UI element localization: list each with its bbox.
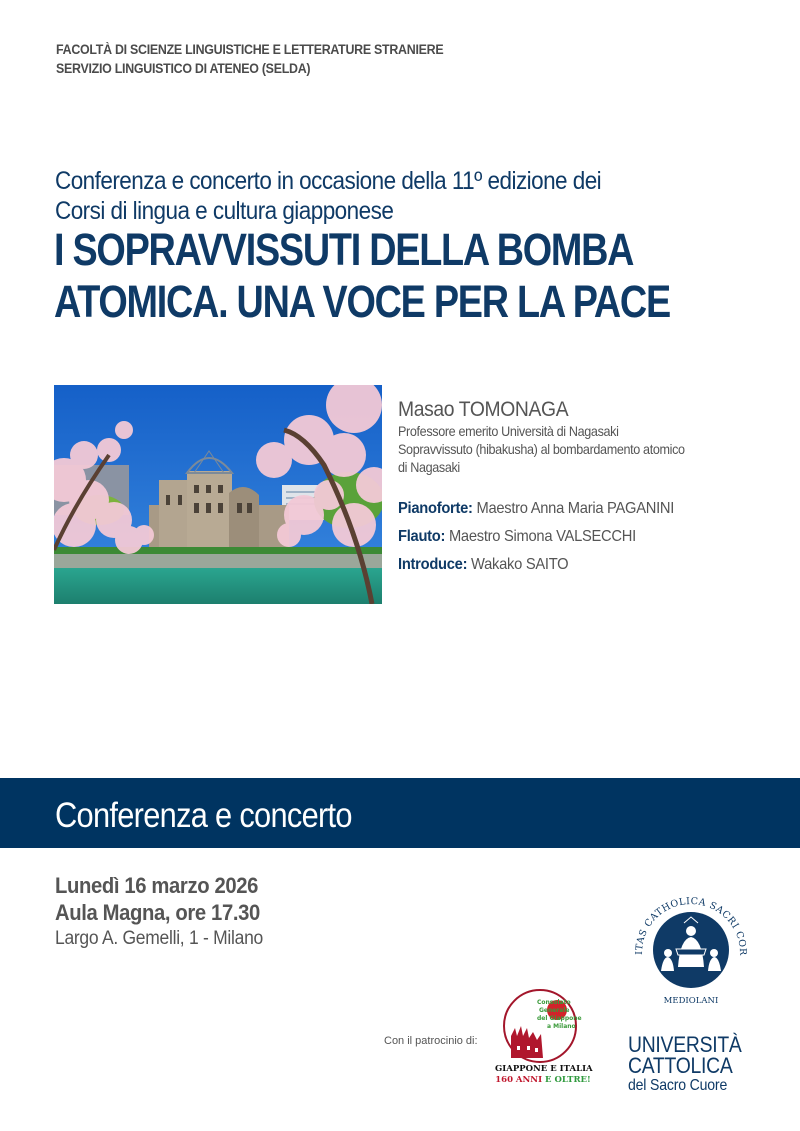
svg-text:Generale: Generale (539, 1007, 570, 1014)
event-title (54, 224, 670, 328)
faculty-header (56, 40, 443, 78)
role-flute (398, 523, 674, 551)
role-label: Pianoforte: (398, 500, 473, 517)
role-value: Maestro Anna Maria PAGANINI (472, 500, 675, 517)
event-address: Largo A. Gemelli, 1 - Milano (55, 928, 263, 949)
event-type-label: Conferenza e concerto (55, 796, 352, 835)
patronage-label: Con il patrocinio di: (384, 1035, 478, 1047)
university-seal-icon (628, 887, 754, 1013)
consulate-logo (497, 988, 583, 1064)
event-subtitle (55, 166, 601, 226)
event-details (55, 872, 281, 952)
title-line-1: I SOPRAVVISSUTI DELLA BOMBA (54, 224, 634, 275)
svg-text:Consolato: Consolato (537, 999, 571, 1006)
subtitle-line-1: Conferenza e concerto in occasione della 11º edizione dei (55, 167, 602, 195)
service-name: SERVIZIO LINGUISTICO DI ATENEO (SELDA) (56, 61, 311, 76)
anniversary-text (495, 1064, 591, 1086)
event-place-time: Aula Magna, ore 17.30 (55, 900, 260, 925)
role-value: Wakako SAITO (467, 556, 569, 573)
university-name-3: del Sacro Cuore (628, 1077, 728, 1094)
svg-text:a Milano: a Milano (547, 1023, 576, 1030)
subtitle-line-2: Corsi di lingua e cultura giapponese (55, 197, 394, 225)
role-piano (398, 495, 674, 523)
anniversary-years: 160 ANNI (495, 1075, 546, 1085)
speaker-desc: Sopravvissuto (hibakusha) al bombardamento atomico (398, 441, 685, 457)
svg-text:MEDIOLANI: MEDIOLANI (663, 996, 719, 1006)
speaker-block (398, 398, 768, 476)
title-line-2: ATOMICA. UNA VOCE PER LA PACE (54, 276, 670, 327)
speaker-desc-cont: di Nagasaki (398, 459, 460, 475)
performers-list (398, 495, 698, 579)
university-name-2: CATTOLICA (628, 1053, 733, 1078)
role-label: Flauto: (398, 528, 446, 545)
speaker-name: Masao TOMONAGA (398, 398, 569, 421)
speaker-title: Professore emerito Università di Nagasaki (398, 423, 619, 439)
event-date: Lunedì 16 marzo 2026 (55, 873, 259, 898)
anniversary-beyond: E OLTRE! (545, 1075, 591, 1085)
svg-text:UNIVERSITAS CATHOLICA SACRI CO: ITAS CATHOLICA SACRI COR (633, 895, 749, 956)
university-logo (628, 1034, 757, 1095)
role-intro (398, 551, 674, 579)
university-name-1: UNIVERSITÀ (628, 1032, 742, 1057)
role-label: Introduce: (398, 556, 468, 573)
role-value: Maestro Simona VALSECCHI (445, 528, 636, 545)
faculty-name: FACOLTÀ DI SCIENZE LINGUISTICHE E LETTERATURE STRANIERE (56, 42, 444, 57)
anniversary-line-1: GIAPPONE E ITALIA (495, 1064, 593, 1074)
atomic-dome-photo (54, 385, 382, 604)
svg-text:del Giappone: del Giappone (537, 1015, 582, 1022)
